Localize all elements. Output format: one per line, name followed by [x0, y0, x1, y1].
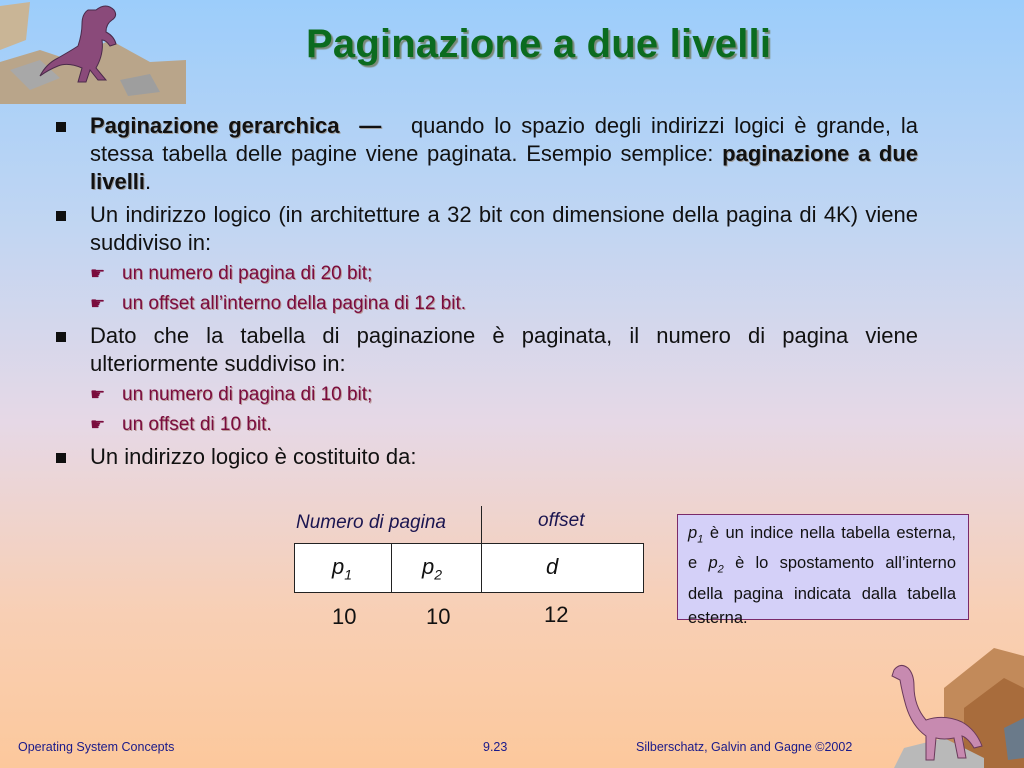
sub-bullet-item [52, 413, 918, 437]
bullet-text: quando lo spazio degli indirizzi logici è grande, la stessa tabella delle pagine viene paginata. Esempio semplice: [90, 113, 919, 166]
bullet-item [52, 201, 918, 257]
pointing-hand-icon: ☛ [90, 294, 106, 313]
bullet-list [52, 112, 918, 476]
slide-title: Paginazione a due livelli [306, 22, 772, 66]
footer-page-number: 9.23 [483, 740, 508, 754]
divider-line [391, 543, 392, 593]
logical-address-diagram [290, 506, 650, 636]
pointing-hand-icon: ☛ [90, 385, 106, 404]
divider-line [481, 506, 482, 544]
square-bullet-icon [56, 211, 66, 221]
sub-bullet-text: un numero di pagina di 10 bit; [122, 384, 373, 405]
bullet-item [52, 322, 918, 378]
bullet-text: Un indirizzo logico (in architetture a 32 bit con dimensione della pagina di 4K) viene suddiviso in: [90, 202, 918, 255]
p2-bits: 10 [426, 604, 451, 629]
p2-field: $p_2$ [422, 554, 443, 583]
sub-bullet-text: un numero di pagina di 20 bit; [122, 263, 373, 284]
p1-bits: 10 [332, 604, 357, 629]
pointing-hand-icon: ☛ [90, 415, 106, 434]
bullet-text: Dato che la tabella di paginazione è paginata, il numero di pagina viene ulteriormente suddiviso in: [90, 323, 918, 376]
bullet-item [52, 443, 918, 471]
em-dash: — [359, 113, 382, 138]
dinosaur-bottom-right-illustration [884, 648, 1024, 768]
sub-bullet-item [52, 383, 918, 407]
period: . [145, 169, 152, 194]
p1-field: $p_1$ [332, 554, 353, 583]
sub-bullet-item [52, 262, 918, 286]
bullet-text: Un indirizzo logico è costituito da: [90, 444, 417, 469]
footer-right: Silberschatz, Galvin and Gagne ©2002 [636, 740, 853, 754]
dinosaur-top-left-illustration [0, 0, 186, 104]
note-text: è lo spostamento all’interno della pagina indicata dalla tabella esterna. [688, 554, 956, 627]
footer-left: Operating System Concepts [18, 740, 175, 754]
square-bullet-icon [56, 122, 66, 132]
square-bullet-icon [56, 453, 66, 463]
note-text: è un indice nella tabella esterna, e [688, 524, 956, 573]
sub-bullet-item [52, 292, 918, 316]
explanation-note [677, 514, 969, 627]
page-number-label: Numero di pagina [296, 512, 446, 533]
d-bits: 12 [544, 602, 569, 627]
p2-symbol: $p_2$ [708, 554, 724, 576]
pointing-hand-icon: ☛ [90, 264, 106, 283]
offset-label: offset [538, 510, 585, 531]
d-field: d [546, 554, 559, 579]
sub-bullet-text: un offset all’interno della pagina di 12 bit. [122, 293, 467, 314]
bold-term: Paginazione gerarchica [90, 113, 340, 138]
bullet-item [52, 112, 918, 196]
sub-bullet-text: un offset di 10 bit. [122, 414, 272, 435]
p1-symbol: $p_1$ [688, 524, 704, 546]
square-bullet-icon [56, 332, 66, 342]
bold-term: paginazione a due livelli [90, 141, 918, 194]
divider-line [481, 543, 482, 593]
